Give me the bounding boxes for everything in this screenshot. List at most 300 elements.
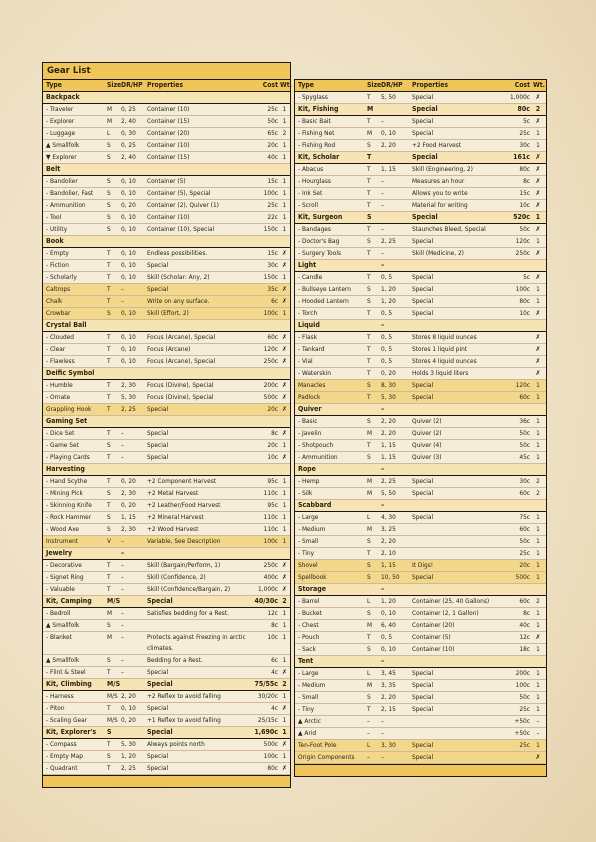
item-size: T [367, 273, 371, 281]
item-name: Book [46, 237, 64, 245]
item-cost: 45c [519, 453, 530, 461]
item-size: M [107, 105, 113, 113]
item-size: M [367, 477, 373, 485]
item-cost: 60c [519, 597, 530, 605]
item-weight: 1 [536, 285, 540, 293]
item-size: S [367, 237, 371, 245]
table-row [43, 584, 290, 596]
item-weight: 1 [536, 645, 540, 653]
item-name: ▲ Arctic [298, 717, 321, 725]
item-weight: ✗ [535, 369, 541, 377]
item-cost: 100c [263, 537, 278, 545]
item-cost: 100c [515, 681, 530, 689]
table-row [43, 500, 290, 512]
item-name: - Basic Bait [298, 117, 331, 125]
item-cost: 250c [263, 357, 278, 365]
item-size: T [367, 357, 371, 365]
item-cost: 6c [271, 297, 278, 305]
item-cost: 30c [267, 261, 278, 269]
item-size: S [107, 441, 111, 449]
item-size: T [107, 345, 111, 353]
item-weight: 1 [282, 537, 287, 545]
item-name: - Doctor's Bag [298, 237, 340, 245]
item-weight: 1 [282, 752, 287, 760]
category-row [43, 164, 290, 176]
item-properties: Special [412, 129, 434, 137]
item-name: Crowbar [46, 309, 71, 317]
category-row [295, 656, 546, 668]
table-row [295, 164, 546, 176]
item-dr-hp: 2, 20 [381, 693, 396, 701]
item-name: - Bandolier, Fast [46, 189, 94, 197]
item-weight: 1 [282, 477, 287, 485]
item-name: Padlock [298, 393, 321, 401]
category-row [295, 260, 546, 272]
item-name: Rope [298, 465, 316, 473]
item-size: M [367, 525, 373, 533]
item-properties: Container (15) [147, 153, 190, 161]
table-row [295, 224, 546, 236]
item-weight: 1 [536, 573, 540, 581]
item-size: L [367, 741, 371, 749]
item-weight: 1 [282, 716, 287, 724]
item-properties: +1 Reflex to avoid falling [147, 716, 221, 724]
item-size: S [367, 561, 371, 569]
table-row [43, 428, 290, 440]
item-size: L [107, 129, 111, 137]
item-cost: 25/15c [257, 716, 278, 724]
item-cost: 150c [263, 273, 278, 281]
item-size: S [107, 489, 111, 497]
item-properties: Special [412, 393, 434, 401]
table-row [43, 476, 290, 488]
item-size: T [367, 633, 371, 641]
item-properties: +2 Leather/Food Harvest [147, 501, 221, 509]
table-row [43, 608, 290, 620]
item-cost: +50c [514, 717, 530, 725]
table-row [43, 116, 290, 128]
item-dr-hp: 1, 15 [381, 165, 396, 173]
item-cost: 20c [267, 441, 278, 449]
category-row [295, 464, 546, 476]
item-name: - Decorative [46, 561, 82, 569]
item-properties: Special [412, 273, 434, 281]
item-properties: Special [412, 381, 434, 389]
item-weight: 1 [282, 189, 287, 197]
table-row [43, 452, 290, 464]
item-name: - Empty [46, 249, 69, 257]
table-row [43, 224, 290, 236]
item-name: - Medium [298, 525, 326, 533]
category-row [295, 500, 546, 512]
item-cost: 60c [519, 525, 530, 533]
item-size: T [107, 740, 111, 748]
item-size: L [367, 597, 371, 605]
item-properties: Container (5) [147, 177, 186, 185]
item-name: - Fishing Rod [298, 141, 336, 149]
item-properties: Stores 1 liquid pint [412, 345, 468, 353]
item-size: S [367, 537, 371, 545]
item-cost: 110c [263, 525, 278, 533]
item-size: T [107, 585, 111, 593]
item-properties: +2 Mineral Harvest [147, 513, 204, 521]
item-weight: 1 [536, 537, 540, 545]
item-size: M [367, 621, 373, 629]
item-weight: 1 [282, 177, 287, 185]
item-size: M/S [107, 716, 118, 724]
item-weight: 1 [536, 141, 540, 149]
category-row [43, 464, 290, 476]
item-name: Kit, Climbing [46, 680, 92, 688]
item-properties: Satisfies bedding for a Rest. [147, 609, 229, 617]
item-weight: 1 [536, 237, 540, 245]
item-name: - Valuable [46, 585, 75, 593]
item-dr-hp: 3, 25 [381, 525, 396, 533]
item-dr-hp: 0, 10 [381, 645, 396, 653]
table-row [295, 248, 546, 260]
table-row [295, 524, 546, 536]
item-dr-hp: 5, 30 [121, 740, 136, 748]
table-row [295, 140, 546, 152]
item-dr-hp: 0, 10 [121, 704, 136, 712]
item-name: Chalk [46, 297, 63, 305]
table-row [43, 176, 290, 188]
item-weight: ✗ [282, 261, 287, 269]
item-name: - Ammunition [298, 453, 338, 461]
table-row [295, 236, 546, 248]
item-size: T [107, 405, 111, 413]
item-name: - Flawless [46, 357, 75, 365]
item-properties: Skill (Effort, 2) [147, 309, 189, 317]
item-properties: Container (2, 1 Gallon) [412, 609, 479, 617]
item-size: M [367, 489, 373, 497]
category-row [295, 584, 546, 596]
item-weight: ✗ [282, 297, 287, 305]
item-dr-hp: – [381, 189, 384, 197]
item-properties: Skill (Scholar: Any, 2) [147, 273, 210, 281]
item-cost: 80c [267, 764, 278, 772]
table-row [43, 104, 290, 116]
table-row [295, 560, 546, 572]
item-weight: 1 [536, 621, 540, 629]
item-weight: ✗ [282, 345, 287, 353]
item-properties: Material for writing [412, 201, 468, 209]
item-dr-hp: 2, 20 [381, 417, 396, 425]
item-dr-hp: – [381, 249, 384, 257]
item-name: - Signet Ring [46, 573, 84, 581]
category-row [43, 727, 290, 739]
item-properties: Special [147, 285, 169, 293]
item-dr-hp: – [121, 561, 124, 569]
item-size: M [107, 117, 113, 125]
table-row [295, 416, 546, 428]
item-size: T [367, 189, 371, 197]
item-cost: 500c [515, 573, 530, 581]
item-cost: 50c [519, 441, 530, 449]
category-row [43, 548, 290, 560]
item-properties: Special [412, 477, 434, 485]
item-weight: 2 [535, 105, 541, 113]
item-cost: 15c [267, 177, 278, 185]
item-properties: Special [412, 669, 434, 677]
item-cost: 20c [267, 405, 278, 413]
item-dr-hp: – [381, 261, 385, 269]
item-weight: 1 [282, 225, 287, 233]
item-name: ▲ Arid [298, 729, 317, 737]
table-row [295, 428, 546, 440]
table-row [43, 512, 290, 524]
item-cost: 95c [267, 477, 278, 485]
item-size: T [367, 705, 371, 713]
item-weight: 1 [536, 417, 540, 425]
item-properties: +2 Wood Harvest [147, 525, 199, 533]
item-dr-hp: 0, 10 [121, 357, 136, 365]
item-name: ▲ Smallfolk [46, 656, 80, 664]
item-cost: 200c [263, 381, 278, 389]
table-row [43, 667, 290, 679]
table-row [295, 536, 546, 548]
item-name: Kit, Scholar [298, 153, 340, 161]
item-dr-hp: 0, 5 [381, 309, 393, 317]
item-cost: 1,690c [254, 728, 278, 736]
item-size: T [107, 393, 111, 401]
item-weight: ✗ [282, 453, 287, 461]
item-size: S [107, 177, 111, 185]
item-name: - Bandages [298, 225, 331, 233]
item-properties: Special [412, 573, 434, 581]
item-size: M [107, 609, 113, 617]
table-footer [43, 775, 290, 787]
item-cost: 100c [515, 285, 530, 293]
item-properties: It Digs! [412, 561, 434, 569]
item-name: - Pouch [298, 633, 320, 641]
item-properties: Special [412, 513, 434, 521]
item-properties: Variable, See Description [147, 537, 221, 545]
item-dr-hp: 0, 10 [121, 273, 136, 281]
item-name: Light [298, 261, 317, 269]
item-size: M/S [107, 680, 121, 688]
item-size: T [367, 549, 371, 557]
item-name: - Waterskin [298, 369, 331, 377]
item-properties: Staunches Bleed, Special [412, 225, 486, 233]
item-properties: Special [412, 105, 438, 113]
table-row [43, 632, 290, 655]
item-weight: 2 [536, 477, 540, 485]
table-row [43, 344, 290, 356]
item-properties: Special [412, 741, 434, 749]
item-properties: Special [412, 309, 434, 317]
table-row [43, 620, 290, 632]
item-properties: Container (10) [147, 213, 190, 221]
table-row [295, 356, 546, 368]
item-size: S [367, 213, 372, 221]
item-properties: +2 Reflex to avoid falling [147, 692, 221, 700]
item-size: S [107, 213, 111, 221]
item-properties: Special [412, 93, 434, 101]
item-name: - Empty Map [46, 752, 84, 760]
item-dr-hp: – [121, 633, 124, 641]
item-weight: 2 [536, 489, 540, 497]
item-weight: 1 [536, 669, 540, 677]
item-size: S [107, 153, 111, 161]
item-name: Kit, Camping [46, 597, 92, 605]
item-name: Deific Symbol [46, 369, 95, 377]
table-row [295, 476, 546, 488]
item-size: M [107, 633, 113, 641]
item-cost: 50c [519, 225, 530, 233]
item-weight: 1 [536, 693, 540, 701]
item-weight: ✗ [535, 117, 541, 125]
item-dr-hp: 0, 20 [121, 477, 136, 485]
item-weight: ✗ [535, 201, 541, 209]
item-properties: Special [412, 285, 434, 293]
item-weight: ✗ [535, 189, 541, 197]
item-size: T [107, 764, 111, 772]
item-weight: 1 [282, 105, 287, 113]
item-name: - Shotpouch [298, 441, 334, 449]
header-size: Size [367, 81, 382, 89]
item-dr-hp: 0, 5 [381, 357, 393, 365]
item-name: - Game Set [46, 441, 79, 449]
table-row [295, 488, 546, 500]
item-cost: 5c [523, 117, 530, 125]
item-size: S [367, 693, 371, 701]
item-weight: 1 [536, 453, 540, 461]
item-properties: Skill (Medicine, 2) [412, 249, 464, 257]
item-weight: 1 [282, 489, 287, 497]
item-weight: ✗ [282, 740, 287, 748]
item-properties: Quiver (2) [412, 429, 442, 437]
item-size: S [107, 513, 111, 521]
item-size: T [107, 381, 111, 389]
item-properties: Stores 8 liquid ounces [412, 333, 477, 341]
item-properties: Special [412, 681, 434, 689]
item-name: - Candle [298, 273, 323, 281]
table-row [43, 380, 290, 392]
item-weight: 1 [282, 728, 287, 736]
table-row [295, 272, 546, 284]
item-size: T [367, 165, 371, 173]
item-name: Quiver [298, 405, 322, 413]
item-name: - Flask [298, 333, 317, 341]
item-size: M/S [107, 597, 121, 605]
item-weight: 1 [536, 705, 540, 713]
table-row [295, 392, 546, 404]
item-dr-hp: 8, 30 [381, 381, 396, 389]
item-weight: 1 [535, 213, 541, 221]
table-row [295, 608, 546, 620]
item-weight: ✗ [535, 177, 541, 185]
item-dr-hp: 0, 30 [121, 129, 136, 137]
item-dr-hp: 0, 10 [121, 189, 136, 197]
item-weight: 1 [536, 429, 540, 437]
table-row [295, 716, 546, 728]
item-cost: 500c [263, 393, 278, 401]
item-properties: Skill (Confidence, 2) [147, 573, 206, 581]
item-cost: 50c [519, 429, 530, 437]
table-row [295, 200, 546, 212]
item-name: Grappling Hook [46, 405, 92, 413]
table-row [295, 728, 546, 740]
table-row [43, 404, 290, 416]
item-dr-hp: 5, 50 [381, 93, 396, 101]
table-row [295, 284, 546, 296]
item-properties: Skill (Confidence/Bargain, 2) [147, 585, 231, 593]
item-dr-hp: – [121, 621, 124, 629]
item-size: S [107, 225, 111, 233]
item-weight: 1 [282, 525, 287, 533]
item-properties: +2 Component Harvest [147, 477, 217, 485]
item-name: - Humble [46, 381, 73, 389]
table-row [43, 272, 290, 284]
item-properties: Special [412, 705, 434, 713]
item-size: M [367, 105, 374, 113]
item-name: - Bucket [298, 609, 322, 617]
item-cost: 1,000c [258, 585, 278, 593]
item-cost: 35c [267, 285, 278, 293]
item-properties: Focus (Divine), Special [147, 393, 214, 401]
item-cost: 20c [519, 561, 530, 569]
item-properties: Skill (Engineering, 2) [412, 165, 473, 173]
item-size: T [107, 573, 111, 581]
item-size: L [367, 669, 371, 677]
item-cost: 8c [523, 177, 530, 185]
item-size: S [107, 752, 111, 760]
item-dr-hp: 2, 20 [381, 141, 396, 149]
item-name: - Bullseye Lantern [298, 285, 351, 293]
item-cost: 40/30c [254, 597, 278, 605]
item-cost: 95c [267, 501, 278, 509]
item-weight: ✗ [535, 753, 541, 761]
item-dr-hp: 1, 15 [381, 441, 396, 449]
item-dr-hp: 4, 30 [381, 513, 396, 521]
item-cost: 25c [519, 549, 530, 557]
item-weight: 1 [536, 609, 540, 617]
item-weight: 1 [536, 441, 540, 449]
table-row [43, 308, 290, 320]
item-cost: 75/55c [254, 680, 278, 688]
item-weight: 2 [536, 597, 540, 605]
item-properties: Container (10) [147, 105, 190, 113]
item-dr-hp: – [121, 453, 124, 461]
item-weight: 2 [282, 597, 287, 605]
item-name: - Tankard [298, 345, 325, 353]
gear-table-right [294, 79, 547, 777]
item-dr-hp: 6, 40 [381, 621, 396, 629]
item-size: T [107, 285, 111, 293]
item-name: - Small [298, 693, 319, 701]
item-dr-hp: – [381, 753, 384, 761]
header-weight: Wt. [533, 81, 545, 89]
item-weight: ✗ [282, 668, 287, 676]
item-name: Scabbard [298, 501, 332, 509]
item-weight: ✗ [282, 429, 287, 437]
item-size: T [367, 309, 371, 317]
item-cost: 18c [519, 645, 530, 653]
item-size: S [367, 417, 371, 425]
item-dr-hp: 1, 20 [381, 285, 396, 293]
item-dr-hp: 0, 10 [381, 609, 396, 617]
item-name: - Barrel [298, 597, 320, 605]
item-dr-hp: – [121, 656, 124, 664]
item-weight: 1 [536, 549, 540, 557]
item-name: - Hand Scythe [46, 477, 88, 485]
item-dr-hp: 3, 30 [381, 741, 396, 749]
item-name: - Basic [298, 417, 318, 425]
table-row [295, 572, 546, 584]
item-name: - Hemp [298, 477, 320, 485]
item-weight: 1 [536, 681, 540, 689]
